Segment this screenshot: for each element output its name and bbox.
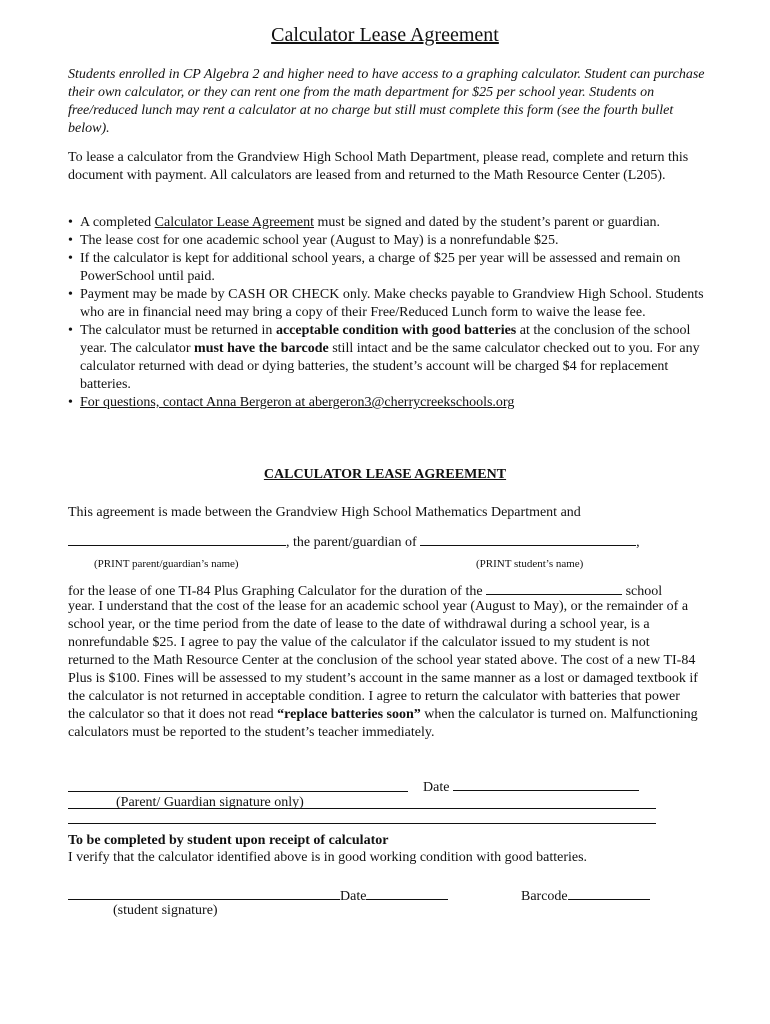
student-date-label: Date: [340, 889, 367, 904]
bullet-icon: •: [68, 233, 73, 248]
student-signature-label: (student signature): [113, 903, 218, 918]
bullet-icon: •: [68, 251, 73, 266]
parent-signature-label: (Parent/ Guardian signature only): [116, 795, 304, 810]
lease-duration-row: for the lease of one TI-84 Plus Graphing Calculator for the duration of the school: [68, 580, 708, 601]
parent-date-row: [423, 776, 639, 797]
names-row: , the parent/guardian of ,: [68, 531, 640, 552]
requirements-list: [68, 214, 718, 412]
bullet-icon: •: [68, 287, 73, 302]
bullet-icon: •: [68, 215, 73, 230]
barcode-field[interactable]: [568, 885, 650, 900]
contact-list-item: [68, 394, 714, 412]
divider: [68, 823, 656, 824]
date-label: Date: [423, 780, 450, 795]
parent-date-field[interactable]: [453, 776, 639, 791]
bullet-icon: •: [68, 395, 73, 410]
print-parent-label: (PRINT parent/guardian’s name): [94, 558, 239, 570]
student-signature-field[interactable]: [68, 885, 340, 900]
barcode-row: [521, 885, 650, 906]
print-student-label: (PRINT student’s name): [476, 558, 584, 570]
page-title: Calculator Lease Agreement: [271, 24, 499, 46]
agreement-heading: CALCULATOR LEASE AGREEMENT: [263, 467, 507, 482]
lease-terms-body: year. I understand that the cost of the lease for an academic school year (August to May), or the remainder of a school year, or the time period from the date of lease to the date of withdrawal during a school year, is a nonrefundable $25. I agree to pay the value of the calculator if the calculator issued to my student is not returned to the Math Resource Center at the conclusion of the school year stated above. The cost of a new TI-84 Plus is $100. Fines will be assessed to my student’s account in the same manner as a lost or damaged textbook if the calculator is not returned in acceptable condition. I agree to return the calculator with batteries that power the calculator so that it does not read “replace batteries soon” when the calculator is turned on. Malfunctioning calculators must be reported to the student’s teacher immediately.: [68, 599, 698, 740]
list-item: • The lease cost for one academic school year (August to May) is a nonrefundable $25.: [68, 233, 559, 248]
list-item: • Payment may be made by CASH OR CHECK only. Make checks payable to Grandview High School. Students who are in financial need may bring a copy of their Free/Reduced Lunch form to waive the lease fee.: [68, 287, 704, 320]
intro-paragraph: Students enrolled in CP Algebra 2 and higher need to have access to a graphing calculator. Student can purchase their own calculator, or they can rent one from the math department for $25 per school year. Students on free/reduced lunch may rent a calculator at no charge but still must complete this form (see the fourth bullet below).: [68, 67, 705, 136]
student-date-field[interactable]: [366, 885, 448, 900]
bullet-icon: •: [68, 323, 73, 338]
list-item: • The calculator must be returned in acceptable condition with good batteries at the conclusion of the school year. The calculator must have the barcode still intact and be the same calculator checked out to you. For any calculator returned with dead or dying batteries, the student’s account will be charged $4 for replacement batteries.: [68, 323, 700, 392]
student-verify-text: I verify that the calculator identified above is in good working condition with good batteries.: [68, 850, 588, 865]
list-item: • A completed Calculator Lease Agreement must be signed and dated by the student’s parent or guardian.: [68, 215, 661, 230]
barcode-label: Barcode: [521, 889, 568, 904]
agreement-intro: This agreement is made between the Grandview High School Mathematics Department and: [68, 505, 581, 520]
student-name-field[interactable]: [420, 531, 636, 546]
school-year-field[interactable]: [486, 580, 622, 595]
list-item: • If the calculator is kept for additional school years, a charge of $25 per year will be assessed and remain on PowerSchool until paid.: [68, 251, 681, 284]
contact-email-text: For questions, contact Anna Bergeron at abergeron3@cherrycreekschools.org: [80, 395, 515, 410]
agreement-link-text: Calculator Lease Agreement: [154, 215, 315, 230]
divider: [68, 808, 656, 809]
parent-name-field[interactable]: [68, 531, 286, 546]
student-section-heading: To be completed by student upon receipt of calculator: [68, 833, 389, 848]
lease-instructions: To lease a calculator from the Grandview High School Math Department, please read, complete and return this document with payment. All calculators are leased from and returned to the Math Resource Center (L205).: [68, 150, 689, 183]
parent-signature-line[interactable]: [68, 791, 408, 792]
